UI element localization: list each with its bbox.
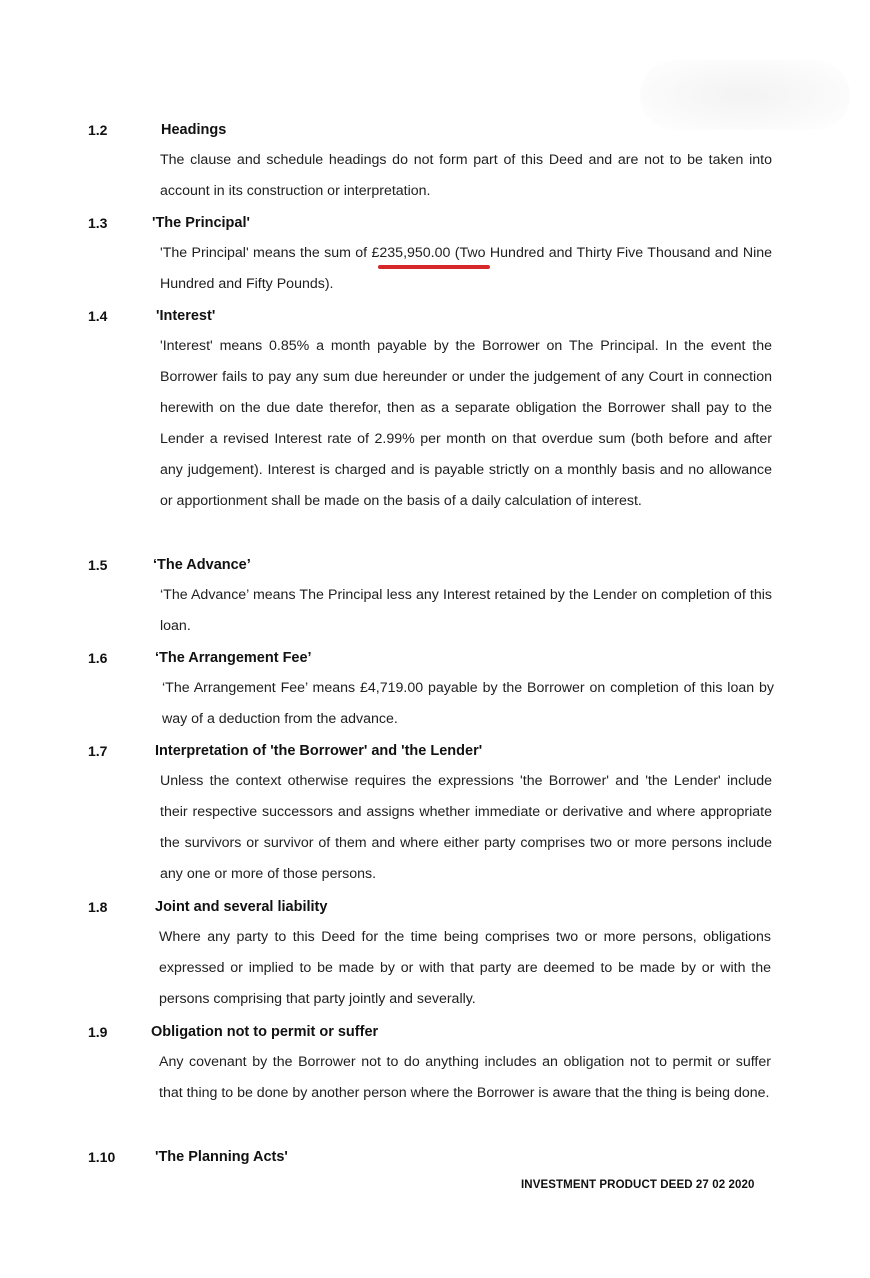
clause-body: Where any party to this Deed for the time being comprises two or more persons, obligations expressed or implied to be made by or with that party are deemed to be made by or with the persons comprising that party jointly and severally. [159,929,771,1007]
clause-number: 1.9 [88,1024,108,1040]
clause-body: ‘The Advance’ means The Principal less any Interest retained by the Lender on completion of this loan. [160,587,772,634]
clause-heading: Interpretation of 'the Borrower' and 'the Lender' [155,743,483,759]
clause-number: 1.10 [88,1149,116,1165]
clause-heading: 'Interest' [156,308,216,324]
clause-number: 1.7 [88,743,108,759]
clause-heading: Headings [161,122,227,138]
principal-text-before: 'The Principal' means the sum [160,245,356,261]
clause-heading: 'The Planning Acts' [155,1149,288,1165]
clause-number: 1.3 [88,215,108,231]
clause-number: 1.5 [88,557,108,573]
clause-heading: Obligation not to permit or suffer [151,1024,379,1040]
redacted-smudge [640,60,850,130]
clause-body: 'Interest' means 0.85% a month payable by the Borrower on The Principal. In the event the Borrower fails to pay any sum due hereunder or under the judgement of any Court in connection herewith on the due date therefor, then as a separate obligation the Borrower shall pay to the Lender a revised Interest rate of 2.99% per month on that overdue sum (both before and after any judgement). Interest is charged and is payable strictly on a monthly basis and no allowance or apportionment shall be made on the basis of a daily calculation of interest. [160,338,772,509]
clause-number: 1.4 [88,308,108,324]
clause-number: 1.8 [88,899,108,915]
document-footer: INVESTMENT PRODUCT DEED 27 02 2020 [521,1179,755,1191]
clause-heading: ‘The Arrangement Fee’ [155,650,312,666]
clause-body: The clause and schedule headings do not form part of this Deed and are not to be taken into account in its construction or interpretation. [160,152,772,199]
clause-body: Unless the context otherwise requires the expressions 'the Borrower' and 'the Lender' include their respective successors and assigns whether immediate or derivative and where appropriate the survivors or survivor of them and where either party comprises two or more persons include any one or more of those persons. [160,773,772,882]
red-underline-annotation [378,265,490,269]
clause-heading: ‘The Advance’ [153,557,251,573]
clause-number: 1.2 [88,122,108,138]
clause-heading: Joint and several liability [155,899,328,915]
clause-heading: 'The Principal' [152,215,250,231]
clause-number: 1.6 [88,650,108,666]
clause-body: ‘The Arrangement Fee’ means £4,719.00 payable by the Borrower on completion of this loan by way of a deduction from the advance. [162,680,774,727]
clause-body: Any covenant by the Borrower not to do anything includes an obligation not to permit or suffer that thing to be done by another person where the Borrower is aware that the thing is being done. [159,1054,771,1101]
principal-amount-highlight: of £235,950.00 [355,245,455,261]
principal-text-after: (Two Hundred and Thirty Five Thousand and Nine Hundred and Fifty Pounds). [160,245,773,292]
clause-body [160,238,772,300]
